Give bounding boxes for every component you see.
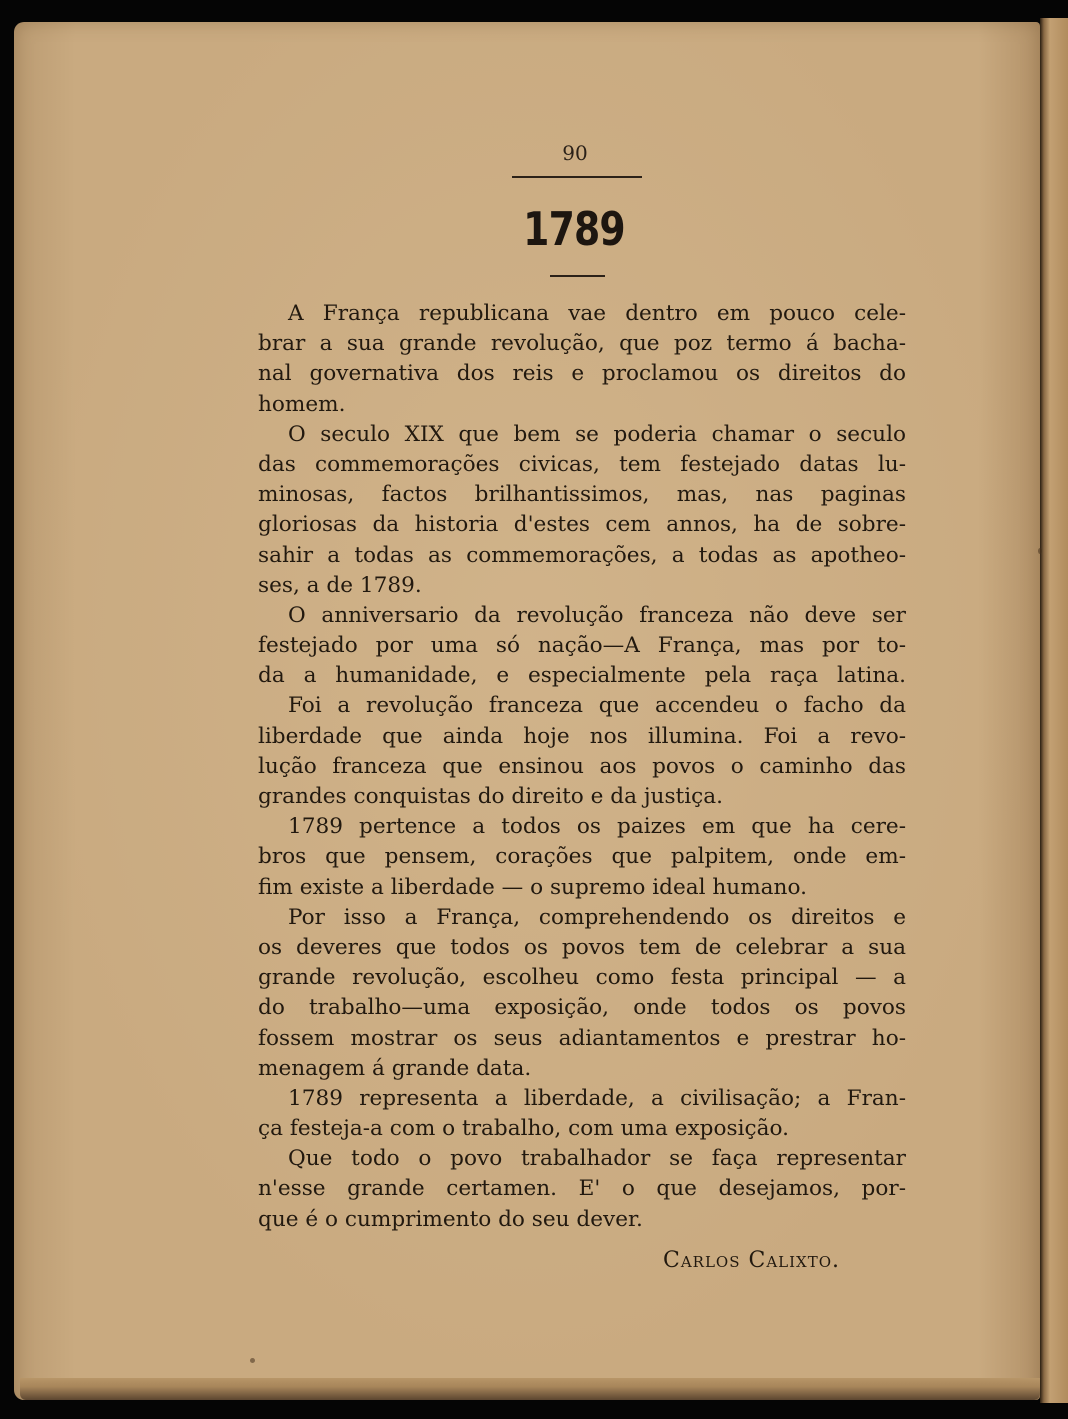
text-line: O anniversario da revolução franceza não deve ser	[288, 602, 906, 628]
text-line: A França republicana vae dentro em pouco cele-	[288, 301, 906, 326]
text-line: sahir a todas as commemorações, a todas as apotheo-	[258, 542, 906, 568]
text-line: festejado por uma só nação—A França, mas por to-	[258, 633, 906, 659]
text-line: Por isso a França, comprehendendo os direitos e	[288, 904, 906, 930]
text-line: liberdade que ainda hoje nos illumina. Foi a revo-	[258, 723, 906, 749]
text-line: lução franceza que ensinou aos povos o caminho das	[258, 753, 906, 779]
text-line: Que todo o povo trabalhador se faça representar	[288, 1146, 906, 1172]
text-line: ses, a de 1789.	[258, 572, 422, 598]
text-line: O seculo XIX que bem se poderia chamar o seculo	[288, 421, 906, 447]
text-line: fossem mostrar os seus adiantamentos e prestrar ho-	[258, 1025, 906, 1051]
text-line: brar a sua grande revolução, que poz termo á bacha-	[258, 331, 906, 357]
text-line: 1789 pertence a todos os paizes em que ha cere-	[288, 814, 906, 840]
text-line: Foi a revolução franceza que accendeu o facho da	[288, 693, 906, 719]
page-title: 1789	[523, 202, 625, 256]
ink-speck	[250, 1358, 255, 1363]
header-rule	[512, 176, 642, 178]
article-body	[258, 299, 906, 1235]
title-rule	[550, 275, 605, 277]
text-line: ça festeja-a com o trabalho, com uma exposição.	[258, 1116, 789, 1142]
ink-speck	[1038, 548, 1042, 554]
text-line: grandes conquistas do direito e da justiça.	[258, 784, 723, 809]
text-line: bros que pensem, corações que palpitem, onde em-	[258, 844, 906, 870]
text-line: nal governativa dos reis e proclamou os direitos do	[258, 361, 906, 387]
text-line: n'esse grande certamen. E' o que desejamos, por-	[258, 1176, 906, 1202]
text-line: gloriosas da historia d'estes cem annos, ha de sobre-	[258, 512, 906, 538]
text-line: 1789 representa a liberdade, a civilisação; a Fran-	[288, 1085, 906, 1111]
text-line: das commemorações civicas, tem festejado datas lu-	[258, 451, 906, 477]
page-edge-bottom	[20, 1378, 1040, 1400]
author-signature: Carlos Calixto.	[663, 1248, 841, 1273]
text-line: fim existe a liberdade — o supremo ideal humano.	[258, 874, 807, 900]
text-line: grande revolução, escolheu como festa principal — a	[258, 965, 906, 991]
text-line: minosas, factos brilhantissimos, mas, nas paginas	[258, 482, 906, 508]
text-line: da a humanidade, e especialmente pela raça latina.	[258, 663, 906, 689]
text-line: menagem á grande data.	[258, 1055, 532, 1081]
text-line: que é o cumprimento do seu dever.	[258, 1206, 643, 1232]
text-line: homem.	[258, 391, 346, 417]
text-line: do trabalho—uma exposição, onde todos os povos	[258, 995, 906, 1021]
page-number: 90	[562, 141, 588, 165]
text-line: os deveres que todos os povos tem de celebrar a sua	[258, 934, 906, 960]
